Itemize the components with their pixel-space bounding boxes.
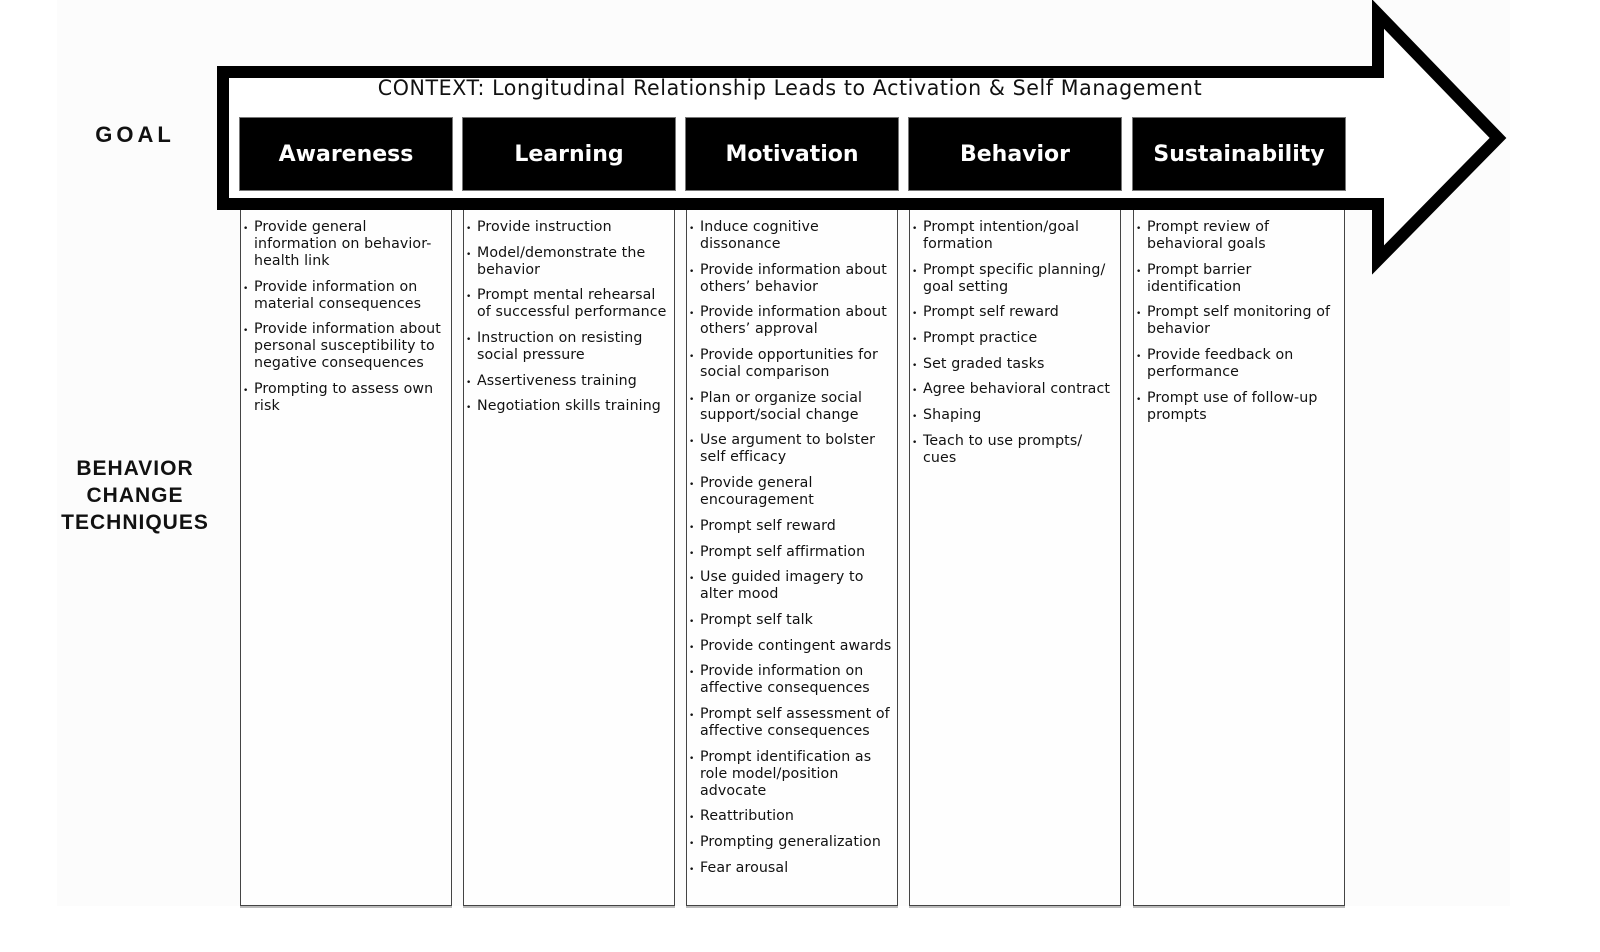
techniques-column-sustainability xyxy=(1133,210,1345,906)
technique-item: • Provide general encouragement xyxy=(700,475,893,509)
technique-item: • Prompt barrier identification xyxy=(1147,262,1340,296)
techniques-column-awareness xyxy=(240,210,452,906)
technique-item: • Prompt self assessment of affective consequences xyxy=(700,706,893,740)
technique-item: • Prompt intention/goal formation xyxy=(923,219,1116,253)
technique-item: • Provide information on affective consequences xyxy=(700,663,893,697)
techniques-row-label xyxy=(50,455,220,536)
technique-item: • Prompt use of follow-up prompts xyxy=(1147,390,1340,424)
stage-header-motivation: Motivation xyxy=(686,118,898,190)
technique-list xyxy=(910,210,1120,467)
techniques-label-line: TECHNIQUES xyxy=(61,511,209,534)
technique-item: • Prompt self talk xyxy=(700,612,893,629)
technique-list xyxy=(687,210,897,877)
technique-item: • Teach to use prompts/ cues xyxy=(923,433,1116,467)
technique-item: • Reattribution xyxy=(700,808,893,825)
technique-list xyxy=(241,210,451,415)
technique-item: • Shaping xyxy=(923,407,1116,424)
technique-item: • Provide general information on behavior-health link xyxy=(254,219,447,270)
technique-item: • Prompting to assess own risk xyxy=(254,381,447,415)
technique-item: • Provide information about others’ approval xyxy=(700,304,893,338)
technique-item: • Prompt self reward xyxy=(700,518,893,535)
technique-item: • Provide opportunities for social comparison xyxy=(700,347,893,381)
technique-item: • Assertiveness training xyxy=(477,373,670,390)
stage-header-learning: Learning xyxy=(463,118,675,190)
technique-item: • Plan or organize social support/social change xyxy=(700,390,893,424)
technique-item: • Prompt self reward xyxy=(923,304,1116,321)
technique-item: • Use guided imagery to alter mood xyxy=(700,569,893,603)
technique-item: • Set graded tasks xyxy=(923,356,1116,373)
technique-item: • Prompt practice xyxy=(923,330,1116,347)
technique-item: • Provide contingent awards xyxy=(700,638,893,655)
techniques-column-behavior xyxy=(909,210,1121,906)
stage-header-sustainability: Sustainability xyxy=(1133,118,1345,190)
technique-item: • Prompt review of behavioral goals xyxy=(1147,219,1340,253)
technique-item: • Prompting generalization xyxy=(700,834,893,851)
techniques-label-line: CHANGE xyxy=(86,484,184,507)
techniques-column-learning xyxy=(463,210,675,906)
technique-item: • Agree behavioral contract xyxy=(923,381,1116,398)
technique-item: • Provide instruction xyxy=(477,219,670,236)
technique-list xyxy=(1134,210,1344,424)
technique-list xyxy=(464,210,674,415)
technique-item: • Prompt self monitoring of behavior xyxy=(1147,304,1340,338)
technique-item: • Provide information about personal susceptibility to negative consequences xyxy=(254,321,447,372)
technique-item: • Prompt identification as role model/position advocate xyxy=(700,749,893,800)
techniques-column-motivation xyxy=(686,210,898,906)
technique-item: • Negotiation skills training xyxy=(477,398,670,415)
technique-item: • Prompt specific planning/ goal setting xyxy=(923,262,1116,296)
technique-item: • Fear arousal xyxy=(700,860,893,877)
context-title: CONTEXT: Longitudinal Relationship Leads to Activation & Self Management xyxy=(377,76,1203,100)
technique-item: • Prompt self affirmation xyxy=(700,544,893,561)
technique-item: • Instruction on resisting social pressure xyxy=(477,330,670,364)
stage-header-awareness: Awareness xyxy=(240,118,452,190)
technique-item: • Provide information on material consequences xyxy=(254,279,447,313)
technique-item: • Induce cognitive dissonance xyxy=(700,219,893,253)
technique-item: • Provide information about others’ behavior xyxy=(700,262,893,296)
technique-item: • Prompt mental rehearsal of successful performance xyxy=(477,287,670,321)
technique-item: • Use argument to bolster self efficacy xyxy=(700,432,893,466)
technique-item: • Provide feedback on performance xyxy=(1147,347,1340,381)
technique-item: • Model/demonstrate the behavior xyxy=(477,245,670,279)
techniques-label-line: BEHAVIOR xyxy=(76,457,194,480)
stage-header-behavior: Behavior xyxy=(909,118,1121,190)
goal-row-label: GOAL xyxy=(95,122,175,147)
